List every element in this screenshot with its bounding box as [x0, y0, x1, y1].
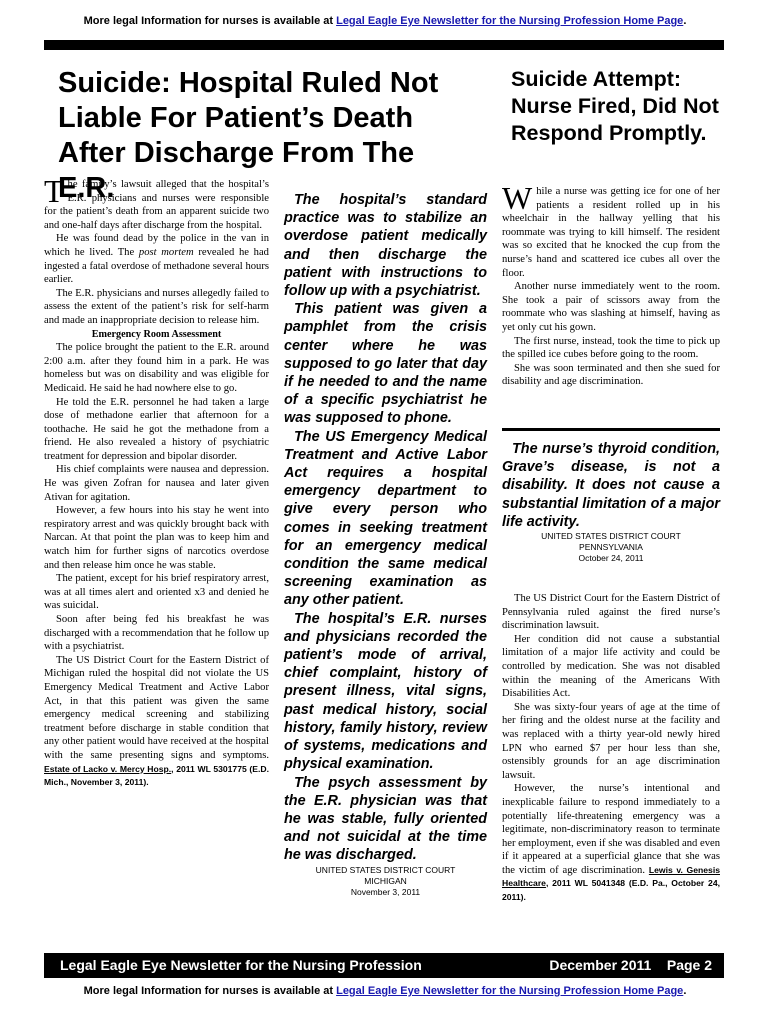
- drop-cap: W: [502, 180, 533, 216]
- header-note: More legal Information for nurses is available at Legal Eagle Eye Newsletter for the Nursing Profession Home Page.: [83, 15, 687, 27]
- article1-body: The family’s lawsuit alleged that the hospital’s E.R. physicians and nurses were responsible for the patient’s death from an apparent suicide two and one-half days after discharge from the hospital. He was found dead by the police in the van in which he lived. The post mortem revealed he had ingested a fatal overdose of methadone several hours earlier. The E.R. physicians and nurses allegedly failed to assess the extent of the patient’s risk for self-harm and made an inappropriate decision to release him. Emergency Room Assessment The police brought the patient to the E.R. around 2:00 a.m. after they found him in a park. He was homeless but was on disability and was eligible for Medicaid. He said he had nowhere else to go. He told the E.R. personnel he had taken a large dose of methadone earlier that afternoon for a toothache. He said he got the methadone from a friend. He also revealed a history of psychiatric treatment for depression and bipolar disorder. His chief complaints were nausea and depression. He was given Zofran for nausea and later given Ativan for agitation. However, a few hours into his stay he went into respiratory arrest and was quickly brought back with Narcan. At that point the plan was to keep him and watch him for further signs of narcotics overdose and then release him once he was stable. The patient, except for his brief respiratory arrest, was at all times alert and oriented x3 and denied he was suicidal. Soon after being fed his breakfast he was discharged with a recommendation that he follow up with a psychiatrist. The US District Court for the Eastern District of Michigan ruled the hospital did not violate the US Emergency Medical Treatment and Active Labor Act, in that this patient was given the same emergency medical screening and stabilizing treatment before discharge in stable condition that any other patient would have received at the hospital with the same presenting signs and symptoms. Estate of Lacko v. Mercy Hosp., 2011 WL 5301775 (E.D. Mich., November 3, 2011).: [44, 173, 269, 788]
- newsletter-name: Legal Eagle Eye Newsletter for the Nursing Profession: [60, 957, 422, 973]
- article-title-suicide: Suicide: Hospital Ruled Not Liable For Patient’s Death After Discharge From The E.R.: [58, 67, 439, 204]
- court-label: UNITED STATES DISTRICT COURT MICHIGAN November 3, 2011: [315, 864, 456, 897]
- header-rule: [44, 40, 724, 50]
- home-page-link[interactable]: Legal Eagle Eye Newsletter for the Nursing Profession Home Page: [336, 15, 684, 27]
- article-title-nurse-fired: Suicide Attempt: Nurse Fired, Did Not Respond Promptly.: [511, 67, 719, 145]
- case-citation: Estate of Lacko v. Mercy Hosp., 2011 WL 5301775 (E.D. Mich., November 3, 2011).: [44, 763, 269, 788]
- subhead: Emergency Room Assessment: [91, 328, 222, 340]
- footer-bar: [44, 953, 724, 978]
- footer-note: More legal Information for nurses is available at Legal Eagle Eye Newsletter for the Nursing Profession Home Page.: [83, 985, 687, 997]
- article2-pullquote: The nurse’s thyroid condition, Grave’s disease, is not a disability. It does not cause a substantial limitation of a major life activity. UNITED STATES DISTRICT COURT PENNSYLVANIA October 24, 2011: [502, 441, 720, 564]
- court-label: UNITED STATES DISTRICT COURT PENNSYLVANIA October 24, 2011: [541, 531, 681, 564]
- drop-cap: T: [44, 173, 64, 209]
- article2-body-top: While a nurse was getting ice for one of her patients a resident rolled up in his wheelchair in the hallway yelling that his roommate was trying to kill himself. The resident was so excited that he knocked the cup from the nurse’s hand and scattered ice cubes all over the floor. Another nurse immediately went to the room. She took a pair of scissors away from the roommate who was slashing at himself, having as yet only cut his gown. The first nurse, instead, took the time to pick up the spilled ice cubes before going to the room. She was soon terminated and then she sued for disability and age discrimination.: [502, 180, 720, 388]
- home-page-link[interactable]: Legal Eagle Eye Newsletter for the Nursing Profession Home Page: [336, 985, 684, 997]
- article2-body-bottom: The US District Court for the Eastern District of Pennsylvania ruled against the fired nurse’s discrimination lawsuit. Her condition did not cause a substantial limitation of a major life activity and could be controlled by medication. She was not disabled within the meaning of the Americans With Disabilities Act. She was sixty-four years of age at the time of her firing and the oldest nurse at the facility and was replaced with a thirty year-old newly hired LPN who earned $7 per hour less than she, ostensibly grounds for an age discrimination lawsuit. However, the nurse’s intentional and inexplicable failure to respond immediately to a potentially life-threatening emergency was a legitimate, non-discriminatory reason to terminate her employment, even if she was disabled and even if it appeared at a superficial glance that she was the victim of age discrimination. Lewis v. Genesis Healthcare, 2011 WL 5041348 (E.D. Pa., October 24, 2011).: [502, 593, 720, 903]
- pullquote-column: The hospital’s standard practice was to stabilize an overdose patient medically and then discharge the patient with instructions to follow up with a psychiatrist. This patient was given a pamphlet from the crisis center where he was supposed to go later that day if he needed to and the name of a specific psychiatrist he was supposed to phone. The US Emergency Medical Treatment and Active Labor Act requires a hospital emergency department to give every person who comes in seeking treatment for an emergency medical condition the same medical screening examination as any other patient. The hospital’s E.R. nurses and physicians recorded the patient’s mode of arrival, chief complaint, history of present illness, vital signs, past medical history, social history, family history, review of systems, medications and physical examination. The psych assessment by the E.R. physician was that he was stable, fully oriented and not suicidal at the time he was discharged. UNITED STATES DISTRICT COURT MICHIGAN November 3, 2011: [284, 192, 487, 897]
- section-divider: [502, 428, 720, 431]
- issue-page: December 2011 Page 2: [549, 957, 712, 973]
- case-citation: Lewis v. Genesis Healthcare, 2011 WL 5041348 (E.D. Pa., October 24, 2011).: [502, 864, 720, 903]
